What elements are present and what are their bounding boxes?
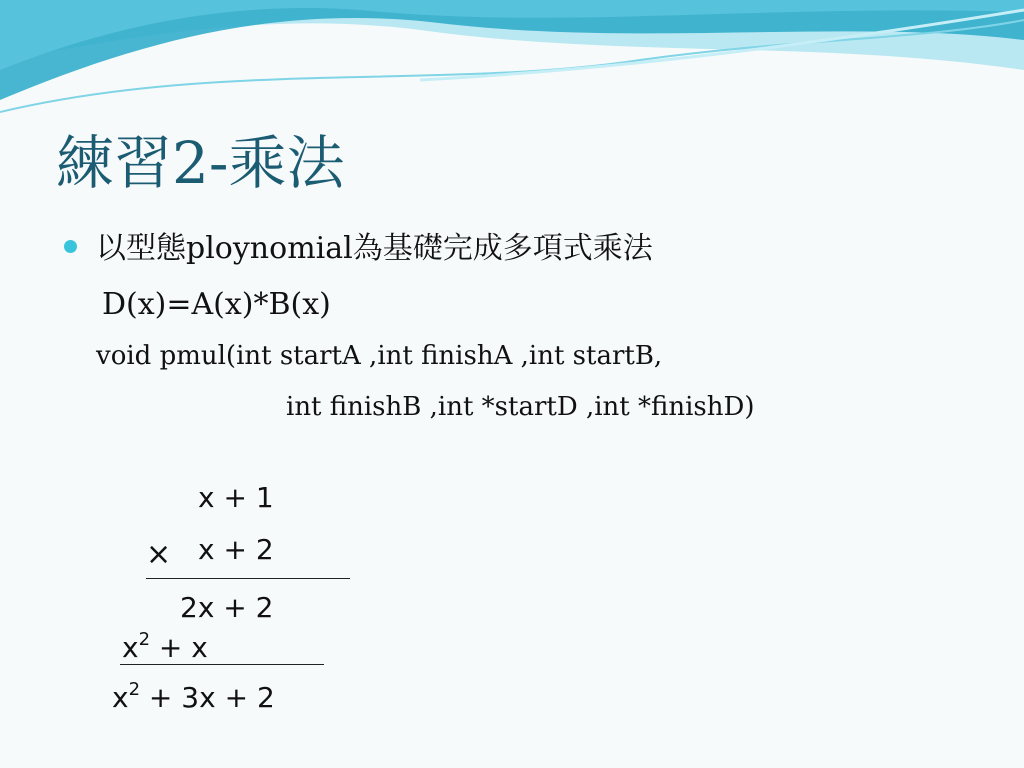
final-product-base: x [112, 681, 129, 714]
multiplier: x + 2 [198, 533, 274, 566]
function-signature-line-1: void pmul(int startA ,int finishA ,int startB, [96, 341, 663, 371]
partial-product-2 [122, 629, 208, 664]
header-wave-decoration [0, 0, 1024, 130]
partial-product-1: 2x + 2 [180, 591, 274, 624]
slide-title: 練習2-乘法 [56, 129, 345, 197]
bullet-text: 以型態ploynomial為基礎完成多項式乘法 [96, 231, 653, 266]
final-product-exponent: 2 [128, 679, 141, 700]
multiplication-rule-1 [146, 578, 350, 579]
formula-text: D(x)=A(x)*B(x) [102, 287, 331, 322]
final-product-rest: + 3x + 2 [140, 681, 275, 714]
multiplicand: x + 1 [198, 481, 274, 514]
multiplication-rule-2 [120, 664, 324, 665]
function-signature-line-2: int finishB ,int *startD ,int *finishD) [286, 392, 755, 422]
final-product [112, 679, 275, 714]
partial-product-2-base: x [122, 631, 139, 664]
times-sign: × [146, 537, 172, 572]
partial-product-2-rest: + x [150, 631, 208, 664]
bullet-dot-icon [64, 240, 77, 253]
partial-product-2-exponent: 2 [138, 629, 151, 650]
